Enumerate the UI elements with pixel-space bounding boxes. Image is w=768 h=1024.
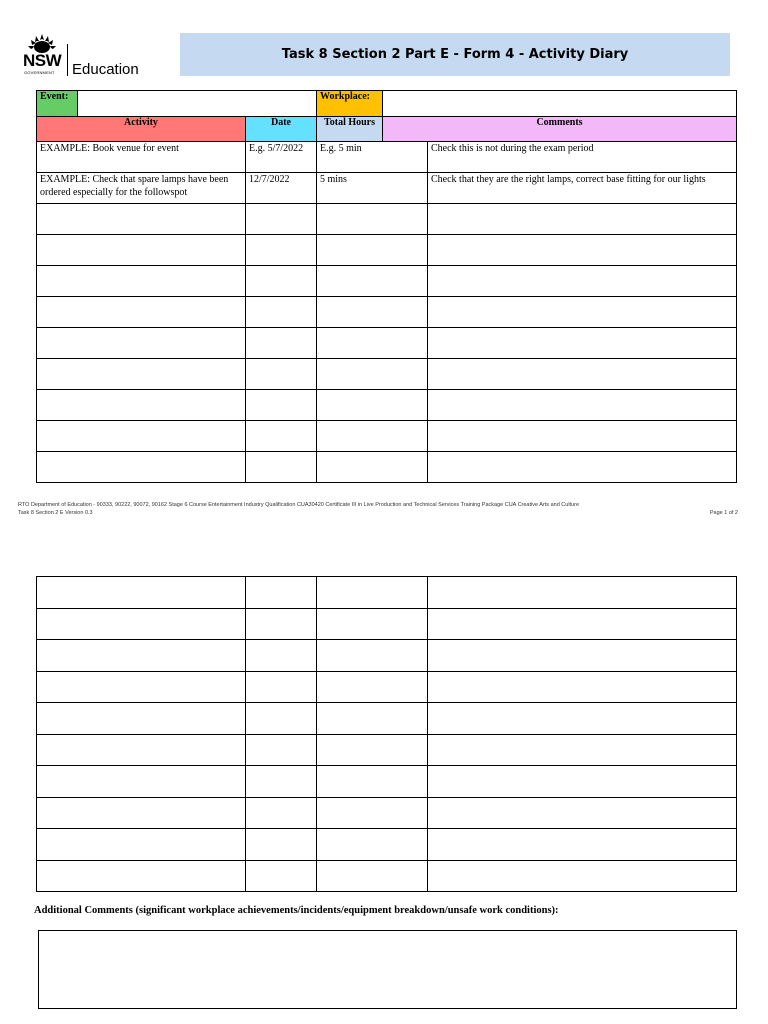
logo-education-text: Education	[72, 61, 139, 78]
total-hours-cell[interactable]	[317, 235, 428, 266]
comments-cell[interactable]	[428, 797, 737, 829]
activity-cell[interactable]	[37, 703, 246, 735]
activity-cell[interactable]	[37, 829, 246, 861]
date-cell[interactable]	[246, 608, 317, 640]
total-hours-cell[interactable]	[317, 860, 428, 892]
total-hours-cell[interactable]	[317, 703, 428, 735]
date-cell[interactable]	[246, 734, 317, 766]
activity-cell[interactable]	[37, 797, 246, 829]
comments-cell[interactable]	[428, 860, 737, 892]
footer-page-number: Page 1 of 2	[709, 510, 738, 516]
column-header-row	[37, 117, 737, 142]
additional-comments-label: Additional Comments (significant workplace achievements/incidents/equipment breakdown/unsafe work conditions):	[34, 905, 559, 916]
total-hours-cell[interactable]	[317, 671, 428, 703]
total-hours-cell[interactable]	[317, 359, 428, 390]
table-row	[37, 173, 737, 204]
nsw-education-logo	[22, 32, 152, 80]
total-hours-cell[interactable]	[317, 829, 428, 861]
comments-cell[interactable]	[428, 671, 737, 703]
comments-cell[interactable]	[428, 829, 737, 861]
table-row	[37, 390, 737, 421]
activity-cell[interactable]	[37, 266, 246, 297]
comments-cell[interactable]	[428, 452, 737, 483]
activity-cell[interactable]	[37, 452, 246, 483]
total-hours-cell[interactable]: 5 mins	[317, 173, 428, 204]
date-cell[interactable]	[246, 829, 317, 861]
date-cell[interactable]	[246, 797, 317, 829]
table-row	[37, 608, 737, 640]
table-row	[37, 297, 737, 328]
total-hours-cell[interactable]	[317, 577, 428, 609]
date-cell[interactable]	[246, 235, 317, 266]
activity-cell[interactable]	[37, 766, 246, 798]
activity-cell[interactable]: EXAMPLE: Check that spare lamps have been ordered especially for the followspot	[37, 173, 246, 204]
date-cell[interactable]	[246, 266, 317, 297]
column-header-activity: Activity	[37, 117, 246, 142]
column-header-comments: Comments	[383, 117, 737, 142]
activity-cell[interactable]	[37, 860, 246, 892]
table-row	[37, 359, 737, 390]
date-cell[interactable]	[246, 577, 317, 609]
event-workplace-row	[37, 91, 737, 117]
comments-cell[interactable]	[428, 608, 737, 640]
activity-cell[interactable]	[37, 359, 246, 390]
comments-cell[interactable]: Check that they are the right lamps, correct base fitting for our lights	[428, 173, 737, 204]
date-cell[interactable]	[246, 640, 317, 672]
total-hours-cell[interactable]	[317, 204, 428, 235]
date-cell[interactable]	[246, 421, 317, 452]
comments-cell[interactable]	[428, 766, 737, 798]
logo-nsw-text: NSW	[23, 51, 62, 70]
activity-cell[interactable]	[37, 734, 246, 766]
total-hours-cell[interactable]: E.g. 5 min	[317, 142, 428, 173]
date-cell[interactable]	[246, 204, 317, 235]
table-row	[37, 328, 737, 359]
footer-rto-line: RTO Department of Education - 90333, 90222, 90072, 90162 Stage 6 Course Entertainment Industry Qualification CUA30420 Certificate III in Live Production and Technical Services Training Package CUA Creative Arts and Culture	[18, 502, 580, 508]
total-hours-cell[interactable]	[317, 452, 428, 483]
activity-cell[interactable]	[37, 671, 246, 703]
activity-diary-table-page2	[36, 576, 737, 892]
table-row	[37, 266, 737, 297]
activity-cell[interactable]	[37, 235, 246, 266]
comments-cell[interactable]	[428, 297, 737, 328]
date-cell[interactable]	[246, 860, 317, 892]
activity-cell[interactable]: EXAMPLE: Book venue for event	[37, 142, 246, 173]
date-cell[interactable]	[246, 452, 317, 483]
table-row	[37, 860, 737, 892]
comments-cell[interactable]	[428, 734, 737, 766]
total-hours-cell[interactable]	[317, 640, 428, 672]
total-hours-cell[interactable]	[317, 421, 428, 452]
column-header-date: Date	[246, 117, 317, 142]
total-hours-cell[interactable]	[317, 297, 428, 328]
total-hours-cell[interactable]	[317, 734, 428, 766]
table-row	[37, 577, 737, 609]
activity-cell[interactable]	[37, 640, 246, 672]
activity-cell[interactable]	[37, 577, 246, 609]
comments-cell[interactable]	[428, 204, 737, 235]
page-footer	[18, 501, 738, 516]
diary-rows-page2	[37, 577, 737, 892]
table-row	[37, 766, 737, 798]
total-hours-cell[interactable]	[317, 797, 428, 829]
table-row	[37, 452, 737, 483]
activity-cell[interactable]	[37, 608, 246, 640]
total-hours-cell[interactable]	[317, 266, 428, 297]
comments-cell[interactable]	[428, 640, 737, 672]
date-cell[interactable]	[246, 671, 317, 703]
activity-cell[interactable]	[37, 328, 246, 359]
total-hours-cell[interactable]	[317, 608, 428, 640]
comments-cell[interactable]	[428, 266, 737, 297]
comments-cell[interactable]	[428, 577, 737, 609]
date-cell[interactable]	[246, 766, 317, 798]
activity-cell[interactable]	[37, 297, 246, 328]
workplace-label: Workplace:	[317, 91, 383, 117]
comments-cell[interactable]: Check this is not during the exam period	[428, 142, 737, 173]
page-title: Task 8 Section 2 Part E - Form 4 - Activity Diary	[180, 33, 730, 76]
table-row	[37, 640, 737, 672]
date-cell[interactable]	[246, 359, 317, 390]
logo-divider	[67, 44, 68, 76]
column-header-total-hours: Total Hours	[317, 117, 383, 142]
total-hours-cell[interactable]	[317, 390, 428, 421]
footer-version: Task 8 Section 2 E Version 0.3	[18, 510, 93, 516]
activity-cell[interactable]	[37, 390, 246, 421]
comments-cell[interactable]	[428, 359, 737, 390]
comments-cell[interactable]	[428, 390, 737, 421]
table-row	[37, 797, 737, 829]
table-row	[37, 829, 737, 861]
event-field[interactable]	[78, 91, 317, 117]
workplace-field[interactable]	[383, 91, 737, 117]
activity-cell[interactable]	[37, 421, 246, 452]
table-row	[37, 204, 737, 235]
date-cell[interactable]	[246, 297, 317, 328]
activity-diary-table	[36, 90, 737, 483]
activity-cell[interactable]	[37, 204, 246, 235]
table-row	[37, 734, 737, 766]
total-hours-cell[interactable]	[317, 766, 428, 798]
logo-government-text: GOVERNMENT	[24, 70, 55, 75]
event-label: Event:	[37, 91, 78, 117]
date-cell[interactable]	[246, 390, 317, 421]
table-row	[37, 671, 737, 703]
date-cell[interactable]: 12/7/2022	[246, 173, 317, 204]
comments-cell[interactable]	[428, 421, 737, 452]
date-cell[interactable]	[246, 703, 317, 735]
table-row	[37, 235, 737, 266]
date-cell[interactable]: E.g. 5/7/2022	[246, 142, 317, 173]
additional-comments-box[interactable]	[38, 930, 737, 1009]
comments-cell[interactable]	[428, 328, 737, 359]
table-row	[37, 703, 737, 735]
comments-cell[interactable]	[428, 703, 737, 735]
date-cell[interactable]	[246, 328, 317, 359]
comments-cell[interactable]	[428, 235, 737, 266]
table-row	[37, 421, 737, 452]
total-hours-cell[interactable]	[317, 328, 428, 359]
table-row	[37, 142, 737, 173]
diary-rows	[37, 142, 737, 483]
